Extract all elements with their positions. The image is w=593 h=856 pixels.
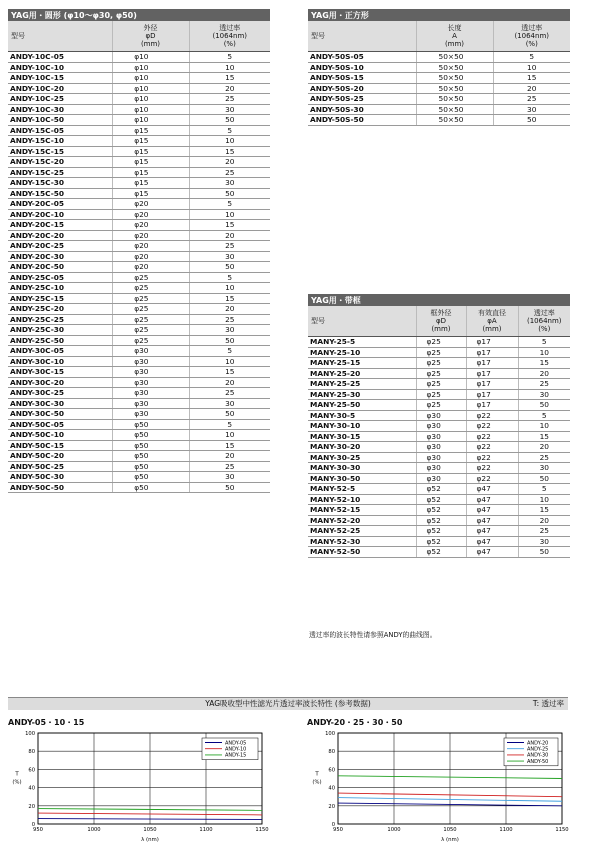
transmittance-cell: 15 [189, 146, 270, 157]
transmittance-cell: 50 [493, 115, 570, 126]
od-cell: φ15 [112, 157, 189, 168]
model-cell: ANDY-20C-10 [8, 209, 112, 220]
transmittance-cell: 20 [518, 515, 570, 526]
model-cell: ANDY-20C-20 [8, 230, 112, 241]
model-cell: MANY-30-30 [308, 463, 416, 474]
od-cell: φ10 [112, 104, 189, 115]
frame-od-cell: φ25 [416, 358, 466, 369]
model-cell: MANY-30-15 [308, 431, 416, 442]
od-cell: φ15 [112, 178, 189, 189]
model-cell: ANDY-15C-25 [8, 167, 112, 178]
y-tick-label: 0 [31, 822, 35, 828]
model-cell: MANY-25-30 [308, 389, 416, 400]
model-cell: ANDY-50S-20 [308, 83, 416, 94]
frame-od-cell: φ52 [416, 484, 466, 495]
model-cell: ANDY-50S-50 [308, 115, 416, 126]
col-length-header: 长度 A (mm) [416, 21, 493, 52]
transmittance-cell: 30 [518, 463, 570, 474]
transmittance-cell: 10 [189, 209, 270, 220]
effective-dia-cell: φ17 [466, 337, 518, 348]
model-cell: ANDY-15C-10 [8, 136, 112, 147]
od-cell: φ50 [112, 472, 189, 483]
effective-dia-cell: φ22 [466, 473, 518, 484]
effective-dia-cell: φ17 [466, 347, 518, 358]
transmittance-cell: 30 [493, 104, 570, 115]
frame-od-cell: φ25 [416, 400, 466, 411]
frame-od-cell: φ52 [416, 547, 466, 558]
model-cell: ANDY-20C-50 [8, 262, 112, 273]
y-tick-label: 0 [331, 822, 335, 828]
transmittance-cell: 5 [518, 484, 570, 495]
od-cell: φ50 [112, 482, 189, 493]
model-cell: ANDY-20C-25 [8, 241, 112, 252]
chart-1 [12, 731, 268, 843]
transmittance-cell: 30 [189, 472, 270, 483]
od-cell: φ20 [112, 251, 189, 262]
od-cell: φ25 [112, 283, 189, 294]
od-cell: φ15 [112, 136, 189, 147]
model-cell: ANDY-50S-30 [308, 104, 416, 115]
transmittance-cell: 15 [189, 73, 270, 84]
chart-2 [312, 731, 568, 843]
od-cell: φ50 [112, 461, 189, 472]
x-tick-label: 1050 [443, 827, 457, 833]
y-tick-label: 60 [28, 767, 35, 774]
col-model-header: 型号 [308, 306, 416, 337]
y-axis-unit: (%) [312, 779, 322, 786]
transmittance-cell: 25 [189, 314, 270, 325]
y-tick-label: 40 [28, 785, 35, 792]
transmittance-cell: 5 [493, 52, 570, 63]
transmittance-cell: 10 [518, 347, 570, 358]
od-cell: φ20 [112, 209, 189, 220]
model-cell: MANY-25-10 [308, 347, 416, 358]
length-cell: 50×50 [416, 115, 493, 126]
od-cell: φ30 [112, 367, 189, 378]
od-cell: φ50 [112, 430, 189, 441]
transmittance-cell: 15 [518, 505, 570, 516]
model-cell: ANDY-25C-25 [8, 314, 112, 325]
od-cell: φ50 [112, 419, 189, 430]
model-cell: ANDY-50S-05 [308, 52, 416, 63]
model-cell: ANDY-25C-15 [8, 293, 112, 304]
od-cell: φ20 [112, 199, 189, 210]
transmittance-cell: 25 [189, 94, 270, 105]
model-cell: MANY-25-5 [308, 337, 416, 348]
y-axis-unit: (%) [12, 779, 22, 786]
od-cell: φ20 [112, 230, 189, 241]
od-cell: φ30 [112, 398, 189, 409]
legend-label: ANDY-15 [225, 752, 247, 759]
transmittance-cell: 20 [189, 451, 270, 462]
effective-dia-cell: φ47 [466, 536, 518, 547]
model-cell: ANDY-10C-20 [8, 83, 112, 94]
transmittance-cell: 30 [189, 178, 270, 189]
frame-od-cell: φ52 [416, 505, 466, 516]
transmittance-cell: 5 [518, 410, 570, 421]
model-cell: ANDY-30C-05 [8, 346, 112, 357]
transmittance-cell: 50 [518, 400, 570, 411]
model-cell: ANDY-10C-15 [8, 73, 112, 84]
length-cell: 50×50 [416, 94, 493, 105]
od-cell: φ25 [112, 304, 189, 315]
od-cell: φ25 [112, 314, 189, 325]
effective-dia-cell: φ22 [466, 463, 518, 474]
model-cell: MANY-25-50 [308, 400, 416, 411]
y-tick-label: 100 [25, 731, 35, 737]
model-cell: ANDY-50C-25 [8, 461, 112, 472]
model-cell: MANY-52-20 [308, 515, 416, 526]
transmittance-cell: 25 [518, 452, 570, 463]
y-axis-label: T [315, 771, 319, 778]
table-title: YAG用・圆形 (φ10〜φ30, φ50) [8, 9, 270, 21]
model-cell: ANDY-30C-15 [8, 367, 112, 378]
transmittance-cell: 50 [518, 473, 570, 484]
model-cell: ANDY-30C-10 [8, 356, 112, 367]
model-cell: ANDY-50C-30 [8, 472, 112, 483]
od-cell: φ10 [112, 62, 189, 73]
od-cell: φ50 [112, 440, 189, 451]
od-cell: φ30 [112, 356, 189, 367]
od-cell: φ25 [112, 272, 189, 283]
model-cell: ANDY-30C-50 [8, 409, 112, 420]
transmittance-cell: 20 [189, 377, 270, 388]
transmittance-cell: 10 [518, 494, 570, 505]
effective-dia-cell: φ47 [466, 526, 518, 537]
model-cell: MANY-30-5 [308, 410, 416, 421]
transmittance-cell: 20 [518, 368, 570, 379]
length-cell: 50×50 [416, 52, 493, 63]
legend-label: ANDY-10 [225, 746, 247, 753]
transmittance-cell: 25 [189, 241, 270, 252]
model-cell: ANDY-50C-05 [8, 419, 112, 430]
x-tick-label: 1050 [143, 827, 157, 833]
transmittance-cell: 20 [518, 442, 570, 453]
y-tick-label: 80 [28, 749, 35, 756]
transmittance-cell: 10 [493, 62, 570, 73]
transmittance-cell: 25 [518, 379, 570, 390]
y-tick-label: 80 [328, 749, 335, 756]
model-cell: ANDY-30C-20 [8, 377, 112, 388]
model-cell: ANDY-50C-15 [8, 440, 112, 451]
transmittance-cell: 15 [189, 440, 270, 451]
wavelength-note: 透过率的波长特性请参照ANDY的曲线图。 [309, 631, 437, 639]
effective-dia-cell: φ22 [466, 431, 518, 442]
col-frame-od-header: 框外径 φD (mm) [416, 306, 466, 337]
y-tick-label: 60 [328, 767, 335, 774]
model-cell: MANY-25-15 [308, 358, 416, 369]
od-cell: φ15 [112, 167, 189, 178]
transmittance-cell: 50 [189, 335, 270, 346]
transmittance-cell: 5 [189, 346, 270, 357]
model-cell: MANY-52-25 [308, 526, 416, 537]
table-title: YAG用・正方形 [308, 9, 570, 21]
transmittance-cell: 5 [189, 199, 270, 210]
x-tick-label: 950 [333, 827, 343, 833]
frame-od-cell: φ52 [416, 526, 466, 537]
od-cell: φ30 [112, 346, 189, 357]
transmittance-cell: 15 [189, 293, 270, 304]
transmittance-cell: 50 [189, 115, 270, 126]
col-transmittance-header: 透过率 (1064nm) (%) [493, 21, 570, 52]
model-cell: ANDY-50S-10 [308, 62, 416, 73]
transmittance-cell: 30 [189, 104, 270, 115]
effective-dia-cell: φ22 [466, 442, 518, 453]
model-cell: ANDY-20C-30 [8, 251, 112, 262]
legend-label: ANDY-30 [527, 752, 549, 759]
x-tick-label: 1100 [499, 827, 513, 833]
model-cell: ANDY-25C-20 [8, 304, 112, 315]
model-cell: ANDY-20C-15 [8, 220, 112, 231]
effective-dia-cell: φ22 [466, 452, 518, 463]
transmittance-cell: 10 [189, 430, 270, 441]
transmittance-cell: 5 [189, 52, 270, 63]
od-cell: φ20 [112, 262, 189, 273]
od-cell: φ25 [112, 293, 189, 304]
col-effective-dia-header: 有效直径 φA (mm) [466, 306, 518, 337]
od-cell: φ20 [112, 220, 189, 231]
legend-label: ANDY-05 [225, 740, 247, 747]
model-cell: ANDY-15C-20 [8, 157, 112, 168]
transmittance-cell: 5 [189, 125, 270, 136]
od-cell: φ10 [112, 52, 189, 63]
transmittance-cell: 50 [189, 262, 270, 273]
chart-1-title: ANDY-05・10・15 [8, 718, 85, 727]
frame-od-cell: φ52 [416, 515, 466, 526]
transmittance-cell: 20 [189, 83, 270, 94]
model-cell: MANY-52-15 [308, 505, 416, 516]
od-cell: φ30 [112, 377, 189, 388]
transmittance-cell: 15 [493, 73, 570, 84]
y-tick-label: 20 [328, 803, 335, 810]
od-cell: φ25 [112, 335, 189, 346]
od-cell: φ15 [112, 125, 189, 136]
x-tick-label: 1150 [555, 827, 569, 833]
frame-od-cell: φ25 [416, 347, 466, 358]
effective-dia-cell: φ17 [466, 358, 518, 369]
transmittance-cell: 50 [518, 547, 570, 558]
frame-od-cell: φ25 [416, 389, 466, 400]
transmittance-cell: 10 [189, 62, 270, 73]
model-cell: ANDY-10C-10 [8, 62, 112, 73]
y-tick-label: 40 [328, 785, 335, 792]
frame-od-cell: φ30 [416, 442, 466, 453]
effective-dia-cell: φ17 [466, 379, 518, 390]
transmittance-cell: 5 [189, 272, 270, 283]
transmittance-cell: 25 [189, 388, 270, 399]
od-cell: φ10 [112, 83, 189, 94]
length-cell: 50×50 [416, 73, 493, 84]
model-cell: ANDY-10C-05 [8, 52, 112, 63]
transmittance-cell: 25 [518, 526, 570, 537]
model-cell: ANDY-15C-30 [8, 178, 112, 189]
model-cell: ANDY-10C-50 [8, 115, 112, 126]
effective-dia-cell: φ17 [466, 389, 518, 400]
effective-dia-cell: φ47 [466, 484, 518, 495]
od-cell: φ20 [112, 241, 189, 252]
transmittance-cell: 25 [493, 94, 570, 105]
transmittance-cell: 30 [189, 251, 270, 262]
od-cell: φ10 [112, 115, 189, 126]
col-model-header: 型号 [8, 21, 112, 52]
model-cell: MANY-52-50 [308, 547, 416, 558]
x-tick-label: 1000 [387, 827, 401, 833]
y-tick-label: 20 [28, 803, 35, 810]
transmittance-cell: 20 [189, 304, 270, 315]
banner-title: YAG吸收型中性滤光片透过率波长特性 (参考数据) [205, 699, 371, 708]
transmittance-cell: 30 [518, 536, 570, 547]
effective-dia-cell: φ22 [466, 421, 518, 432]
transmittance-cell: 25 [189, 461, 270, 472]
model-cell: MANY-52-30 [308, 536, 416, 547]
od-cell: φ15 [112, 146, 189, 157]
model-cell: MANY-30-25 [308, 452, 416, 463]
transmittance-cell: 50 [189, 482, 270, 493]
model-cell: MANY-30-20 [308, 442, 416, 453]
frame-od-cell: φ52 [416, 536, 466, 547]
model-cell: ANDY-50C-10 [8, 430, 112, 441]
od-cell: φ10 [112, 73, 189, 84]
frame-od-cell: φ30 [416, 431, 466, 442]
model-cell: ANDY-30C-25 [8, 388, 112, 399]
model-cell: ANDY-50C-20 [8, 451, 112, 462]
y-tick-label: 100 [325, 731, 335, 737]
transmittance-cell: 25 [189, 167, 270, 178]
effective-dia-cell: φ47 [466, 515, 518, 526]
effective-dia-cell: φ17 [466, 368, 518, 379]
series-line [38, 819, 262, 820]
length-cell: 50×50 [416, 83, 493, 94]
model-cell: ANDY-25C-05 [8, 272, 112, 283]
frame-od-cell: φ30 [416, 410, 466, 421]
od-cell: φ15 [112, 188, 189, 199]
transmittance-cell: 20 [189, 230, 270, 241]
length-cell: 50×50 [416, 62, 493, 73]
frame-od-cell: φ52 [416, 494, 466, 505]
model-cell: ANDY-25C-50 [8, 335, 112, 346]
transmittance-cell: 30 [189, 398, 270, 409]
frame-od-cell: φ30 [416, 421, 466, 432]
col-model-header: 型号 [308, 21, 416, 52]
legend-label: ANDY-50 [527, 758, 549, 765]
transmittance-cell: 50 [189, 188, 270, 199]
frame-od-cell: φ25 [416, 368, 466, 379]
od-cell: φ50 [112, 451, 189, 462]
frame-od-cell: φ30 [416, 473, 466, 484]
col-transmittance-header: 透过率 (1064nm) (%) [518, 306, 570, 337]
model-cell: ANDY-50C-50 [8, 482, 112, 493]
transmittance-cell: 5 [518, 337, 570, 348]
model-cell: ANDY-25C-30 [8, 325, 112, 336]
transmittance-cell: 30 [189, 325, 270, 336]
transmittance-cell: 20 [493, 83, 570, 94]
transmittance-cell: 15 [518, 358, 570, 369]
x-tick-label: 1000 [87, 827, 101, 833]
effective-dia-cell: φ47 [466, 494, 518, 505]
model-cell: MANY-25-25 [308, 379, 416, 390]
x-tick-label: 950 [33, 827, 43, 833]
col-transmittance-header: 透过率 (1064nm) (%) [189, 21, 270, 52]
model-cell: ANDY-10C-30 [8, 104, 112, 115]
legend-label: ANDY-20 [527, 740, 549, 747]
x-tick-label: 1150 [255, 827, 269, 833]
model-cell: MANY-52-5 [308, 484, 416, 495]
transmittance-cell: 20 [189, 157, 270, 168]
x-tick-label: 1100 [199, 827, 213, 833]
transmittance-cell: 15 [189, 367, 270, 378]
y-axis-label: T [15, 771, 19, 778]
transmittance-cell: 10 [189, 136, 270, 147]
od-cell: φ30 [112, 409, 189, 420]
model-cell: ANDY-15C-15 [8, 146, 112, 157]
x-axis-label: λ (nm) [441, 837, 459, 843]
transmittance-cell: 50 [189, 409, 270, 420]
effective-dia-cell: φ17 [466, 400, 518, 411]
legend-label: ANDY-25 [527, 746, 549, 753]
model-cell: MANY-30-50 [308, 473, 416, 484]
model-cell: ANDY-50S-15 [308, 73, 416, 84]
od-cell: φ10 [112, 94, 189, 105]
model-cell: MANY-52-10 [308, 494, 416, 505]
od-cell: φ30 [112, 388, 189, 399]
effective-dia-cell: φ47 [466, 505, 518, 516]
transmittance-cell: 10 [189, 283, 270, 294]
frame-od-cell: φ30 [416, 463, 466, 474]
model-cell: ANDY-20C-05 [8, 199, 112, 210]
x-axis-label: λ (nm) [141, 837, 159, 843]
model-cell: ANDY-10C-25 [8, 94, 112, 105]
frame-od-cell: φ25 [416, 337, 466, 348]
frame-od-cell: φ30 [416, 452, 466, 463]
model-cell: MANY-25-20 [308, 368, 416, 379]
effective-dia-cell: φ47 [466, 547, 518, 558]
model-cell: MANY-30-10 [308, 421, 416, 432]
model-cell: ANDY-15C-05 [8, 125, 112, 136]
transmittance-cell: 30 [518, 389, 570, 400]
transmittance-cell: 10 [518, 421, 570, 432]
length-cell: 50×50 [416, 104, 493, 115]
effective-dia-cell: φ22 [466, 410, 518, 421]
transmittance-cell: 10 [189, 356, 270, 367]
transmittance-cell: 15 [518, 431, 570, 442]
table-title: YAG用・带框 [308, 294, 570, 306]
transmittance-cell: 15 [189, 220, 270, 231]
od-cell: φ25 [112, 325, 189, 336]
model-cell: ANDY-50S-25 [308, 94, 416, 105]
model-cell: ANDY-30C-30 [8, 398, 112, 409]
banner-legend-note: T: 透过率 [532, 699, 564, 708]
model-cell: ANDY-15C-50 [8, 188, 112, 199]
frame-od-cell: φ25 [416, 379, 466, 390]
transmittance-cell: 5 [189, 419, 270, 430]
col-od-header: 外径 φD (mm) [112, 21, 189, 52]
model-cell: ANDY-25C-10 [8, 283, 112, 294]
chart-2-title: ANDY-20・25・30・50 [307, 718, 403, 727]
